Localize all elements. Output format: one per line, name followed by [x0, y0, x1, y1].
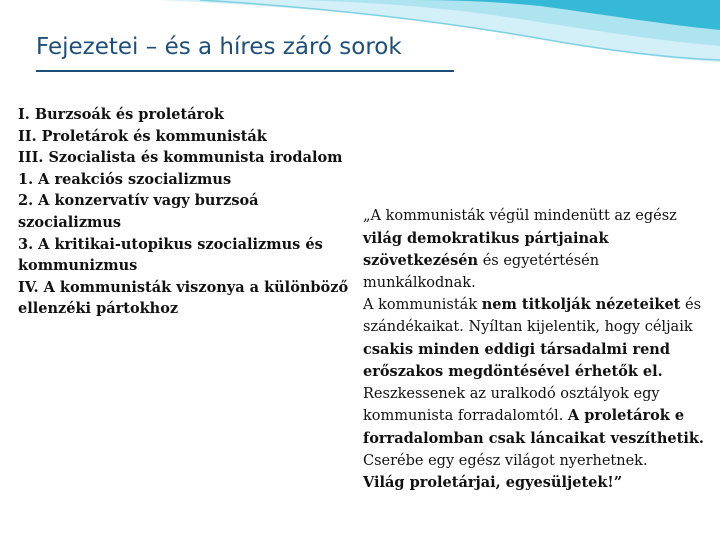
chapter-list: [18, 104, 363, 320]
chapter-item: I. Burzsoák és proletárok: [18, 106, 224, 123]
page-title: Fejezetei – és a híres záró sorok: [36, 34, 402, 60]
quote-slogan: Világ proletárjai, egyesüljetek!”: [363, 474, 623, 492]
quote-emphasis: A proletárok e forradalomban csak láncaikat veszíthetik.: [363, 407, 704, 447]
quote-paragraph-3: [363, 472, 713, 495]
quote-text: Reszkessenek az uralkodó osztályok egy kommunista forradalomtól.: [363, 385, 660, 425]
quote-text: A kommunisták: [363, 297, 482, 314]
quote-text: és egyetértésén munkálkodnak.: [363, 253, 600, 291]
quote-text: „A kommunisták végül mindenütt az egész: [363, 208, 677, 224]
quote-emphasis: világ demokratikus pártjainak szövetkezésén: [363, 229, 609, 270]
quote-emphasis: csakis minden eddigi társadalmi rend erőszakos megdöntésével érhetők el.: [363, 340, 670, 381]
chapter-item: III. Szocialista és kommunista irodalom: [18, 149, 343, 167]
title-underline: [36, 70, 454, 72]
chapter-item: II. Proletárok és kommunisták: [18, 127, 267, 145]
quote-text: és szándékaikat. Nyíltan kijelentik, hogy céljaik: [363, 297, 702, 335]
chapter-item: IV. A kommunisták viszonya a különböző ellenzéki pártokhoz: [18, 278, 349, 318]
quote-paragraph-1: [363, 206, 713, 294]
chapter-item: 3. A kritikai-utopikus szocializmus és kommunizmus: [18, 235, 323, 275]
chapter-item: 2. A konzervatív vagy burzsoá szocializmus: [18, 192, 259, 231]
quote-text: Cserébe egy egész világot nyerhetnek.: [363, 452, 648, 469]
chapter-item: 1. A reakciós szocializmus: [18, 170, 232, 188]
quote-paragraph-2: [363, 294, 713, 472]
quote-emphasis: nem titkolják nézeteiket: [481, 296, 681, 314]
closing-quote: [363, 206, 713, 495]
